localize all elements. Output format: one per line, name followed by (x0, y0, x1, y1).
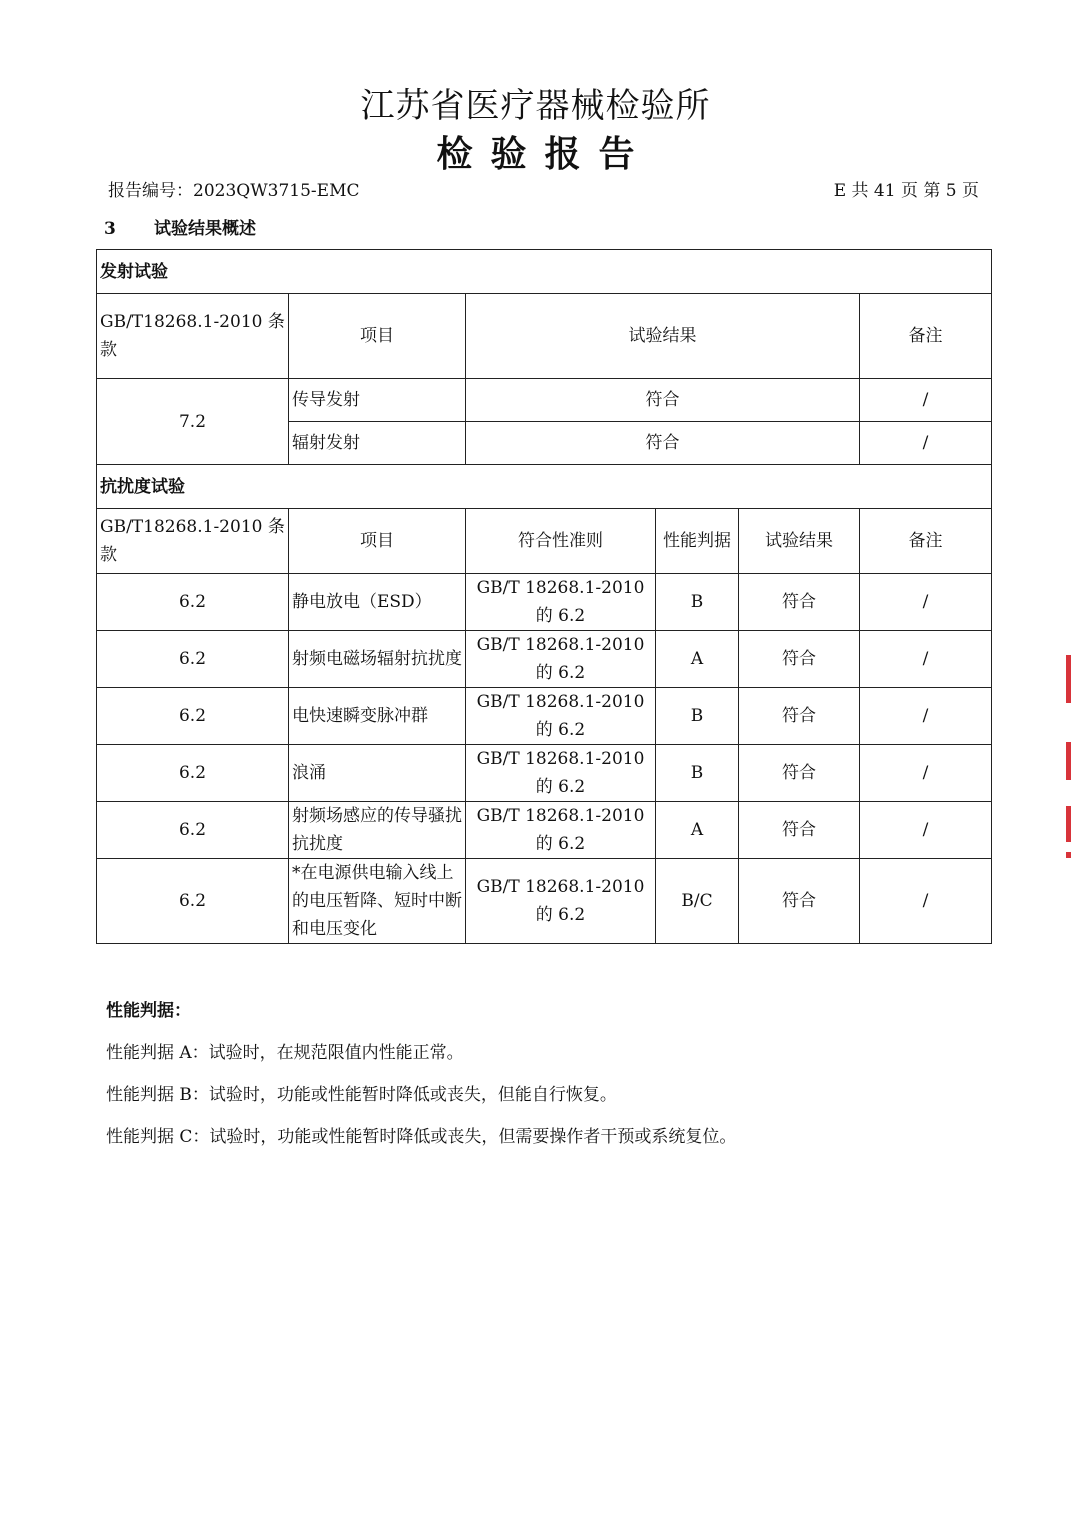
clause-cell: 6.2 (97, 859, 289, 944)
performance-criteria-heading: 性能判据： (106, 1001, 191, 1021)
remark-cell: / (860, 631, 992, 688)
header-clause: GB/T18268.1-2010 条款 (97, 294, 289, 379)
table-row (97, 688, 992, 745)
result-cell: 符合 (739, 745, 860, 802)
criterion-cell: GB/T 18268.1-2010 的 6.2 (466, 859, 656, 944)
remark-cell: / (860, 574, 992, 631)
seal-edge-mark (1066, 655, 1071, 703)
item-cell: 射频场感应的传导骚扰抗扰度 (289, 802, 466, 859)
result-cell: 符合 (739, 859, 860, 944)
table-row (97, 802, 992, 859)
clause-cell: 7.2 (97, 379, 289, 465)
result-cell: 符合 (739, 574, 860, 631)
remark-cell: / (860, 802, 992, 859)
document-title: 检验报告 (436, 133, 653, 175)
clause-cell: 6.2 (97, 631, 289, 688)
performance-cell: B (656, 574, 739, 631)
performance-cell: B (656, 688, 739, 745)
immunity-header-row (97, 509, 992, 574)
table-row (97, 859, 992, 944)
performance-cell: B/C (656, 859, 739, 944)
emission-band-title: 发射试验 (97, 250, 992, 294)
organization-title: 江苏省医疗器械检验所 (360, 86, 711, 126)
header-criterion: 符合性准则 (466, 509, 656, 574)
emission-table (96, 249, 992, 465)
item-cell: 射频电磁场辐射抗扰度 (289, 631, 466, 688)
result-cell: 符合 (466, 379, 860, 422)
table-row (97, 745, 992, 802)
header-clause: GB/T18268.1-2010 条款 (97, 509, 289, 574)
item-cell: 辐射发射 (289, 422, 466, 465)
section-number: 3 (104, 219, 116, 239)
emission-header-row (97, 294, 992, 379)
header-remark: 备注 (860, 509, 992, 574)
seal-edge-mark (1066, 806, 1071, 842)
criterion-cell: GB/T 18268.1-2010 的 6.2 (466, 574, 656, 631)
item-cell: 浪涌 (289, 745, 466, 802)
clause-cell: 6.2 (97, 802, 289, 859)
table-row (97, 379, 992, 422)
immunity-band-title: 抗扰度试验 (97, 465, 992, 509)
performance-criteria-b: 性能判据 B：试验时，功能或性能暂时降低或丧失，但能自行恢复。 (106, 1085, 617, 1105)
criterion-cell: GB/T 18268.1-2010 的 6.2 (466, 745, 656, 802)
criterion-cell: GB/T 18268.1-2010 的 6.2 (466, 688, 656, 745)
item-cell: 传导发射 (289, 379, 466, 422)
remark-cell: / (860, 745, 992, 802)
remark-cell: / (860, 688, 992, 745)
criterion-cell: GB/T 18268.1-2010 的 6.2 (466, 802, 656, 859)
header-result: 试验结果 (466, 294, 860, 379)
report-number: 报告编号：2023QW3715-EMC (108, 181, 360, 201)
performance-cell: A (656, 631, 739, 688)
seal-edge-mark (1066, 742, 1071, 780)
performance-criteria-c: 性能判据 C：试验时，功能或性能暂时降低或丧失，但需要操作者干预或系统复位。 (106, 1127, 737, 1147)
clause-cell: 6.2 (97, 574, 289, 631)
header-item: 项目 (289, 509, 466, 574)
page-info: E 共 41 页 第 5 页 (833, 181, 979, 201)
remark-cell: / (860, 422, 992, 465)
performance-cell: B (656, 745, 739, 802)
section-heading (104, 214, 256, 239)
header-result: 试验结果 (739, 509, 860, 574)
table-row (97, 631, 992, 688)
section-title: 试验结果概述 (154, 219, 256, 239)
result-cell: 符合 (466, 422, 860, 465)
header-performance: 性能判据 (656, 509, 739, 574)
criterion-cell: GB/T 18268.1-2010 的 6.2 (466, 631, 656, 688)
remark-cell: / (860, 379, 992, 422)
result-cell: 符合 (739, 802, 860, 859)
header-item: 项目 (289, 294, 466, 379)
performance-cell: A (656, 802, 739, 859)
immunity-table (96, 464, 992, 944)
header-remark: 备注 (860, 294, 992, 379)
result-cell: 符合 (739, 688, 860, 745)
item-cell: 电快速瞬变脉冲群 (289, 688, 466, 745)
remark-cell: / (860, 859, 992, 944)
seal-edge-mark (1066, 852, 1071, 858)
item-cell: 静电放电（ESD） (289, 574, 466, 631)
item-cell: *在电源供电输入线上的电压暂降、短时中断和电压变化 (289, 859, 466, 944)
table-row (97, 574, 992, 631)
clause-cell: 6.2 (97, 745, 289, 802)
clause-cell: 6.2 (97, 688, 289, 745)
result-cell: 符合 (739, 631, 860, 688)
performance-criteria-a: 性能判据 A：试验时，在规范限值内性能正常。 (106, 1043, 464, 1063)
